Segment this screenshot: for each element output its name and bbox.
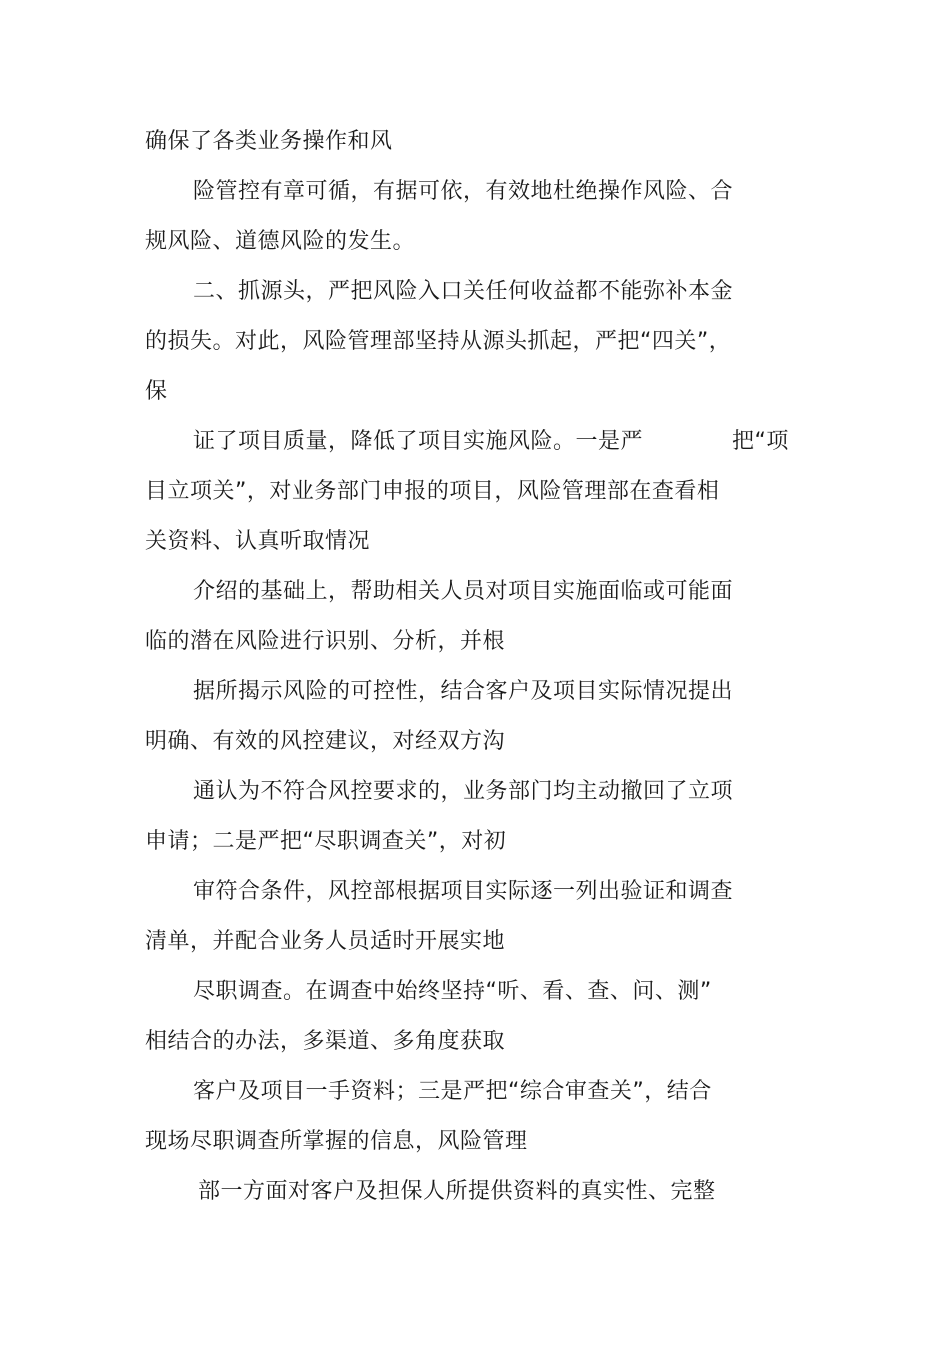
text-line: 目立项关”，对业务部门申报的项目，风险管理部在查看相	[145, 479, 720, 504]
text-line: 通认为不符合风控要求的，业务部门均主动撤回了立项	[193, 779, 734, 804]
text-line: 证了项目质量，降低了项目实施风险。一是严	[193, 429, 644, 454]
text-line: 险管控有章可循，有据可依，有效地杜绝操作风险、合	[193, 179, 734, 204]
text-line: 确保了各类业务操作和风	[145, 129, 393, 154]
text-line: 规风险、道德风险的发生。	[145, 229, 416, 254]
text-line: 清单，并配合业务人员适时开展实地	[145, 929, 506, 954]
text-line: 部一方面对客户及担保人所提供资料的真实性、完整	[198, 1179, 716, 1204]
text-line: 二、抓源头，严把风险入口关任何收益都不能弥补本金	[193, 279, 734, 304]
text-line: 据所揭示风险的可控性，结合客户及项目实际情况提出	[193, 679, 734, 704]
text-line: 临的潜在风险进行识别、分析，并根	[145, 629, 506, 654]
text-line: 的损失。对此，风险管理部坚持从源头抓起，严把“四关”，	[145, 329, 732, 354]
text-line: 客户及项目一手资料；三是严把“综合审查关”，结合	[193, 1079, 712, 1104]
text-line: 尽职调查。在调查中始终坚持“听、看、查、问、测”	[193, 979, 712, 1004]
text-line: 关资料、认真听取情况	[145, 529, 371, 554]
text-line: 审符合条件，风控部根据项目实际逐一列出验证和调查	[193, 879, 734, 904]
text-line: 相结合的办法，多渠道、多角度获取	[145, 1029, 506, 1054]
text-line: 介绍的基础上，帮助相关人员对项目实施面临或可能面	[193, 579, 734, 604]
text-line: 保	[145, 379, 168, 404]
text-line: 现场尽职调查所掌握的信息，风险管理	[145, 1129, 528, 1154]
text-line: 申请；二是严把“尽职调查关”，对初	[145, 829, 507, 854]
text-line: 明确、有效的风控建议，对经双方沟	[145, 729, 506, 754]
text-line: 把“项	[732, 429, 789, 454]
